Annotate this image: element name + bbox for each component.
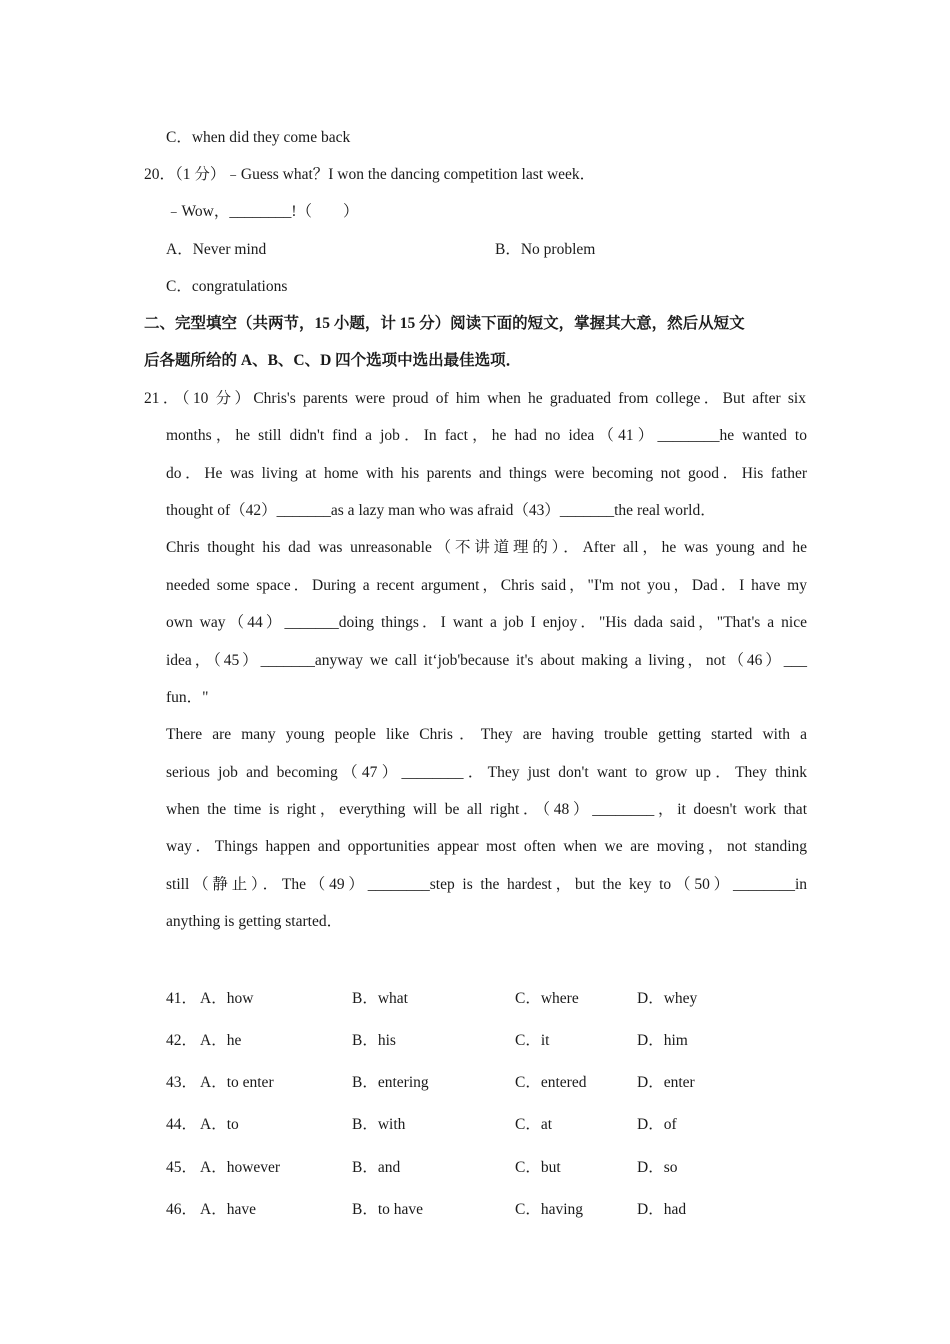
- choice-c: C．where: [515, 990, 579, 1007]
- choice-d: D．had: [637, 1201, 687, 1218]
- choice-d: D．him: [637, 1032, 688, 1049]
- choice-b: B．and: [352, 1159, 401, 1176]
- q21-line: thought of（42）_______as a lazy man who was afraid（43）_______the real world．: [166, 502, 716, 519]
- choice-a: A．to enter: [200, 1074, 274, 1091]
- choice-number: 44．: [166, 1116, 198, 1133]
- q21-line: There are many young people like Chris．They are having trouble getting started with a: [166, 726, 807, 743]
- choice-c: C．entered: [515, 1074, 587, 1091]
- q21-line: own way（44）_______doing things．I want a job I enjoy．"His dada said，"That's a nice: [166, 614, 807, 631]
- section2-header-line2: 后各题所给的 A、B、C、D 四个选项中选出最佳选项．: [144, 352, 522, 369]
- q20-option-c: C．congratulations: [166, 278, 288, 295]
- choice-number: 45．: [166, 1159, 198, 1176]
- choice-b: B．with: [352, 1116, 406, 1133]
- choice-number: 41．: [166, 990, 198, 1007]
- choice-b: B．his: [352, 1032, 396, 1049]
- choice-c: C．having: [515, 1201, 584, 1218]
- q19-option-c: C．when did they come back: [166, 129, 351, 146]
- choice-a: A．however: [200, 1159, 281, 1176]
- q21-line: 21．（10 分）Chris's parents were proud of him when he graduated from college．But after six: [144, 390, 806, 407]
- choice-d: D．enter: [637, 1074, 695, 1091]
- choice-a: A．how: [200, 990, 254, 1007]
- choice-a: A．to: [200, 1116, 239, 1133]
- choice-number: 42．: [166, 1032, 198, 1049]
- choice-c: C．at: [515, 1116, 553, 1133]
- choice-b: B．entering: [352, 1074, 429, 1091]
- choice-d: D．whey: [637, 990, 698, 1007]
- q20-option-a: A．Never mind: [166, 241, 267, 258]
- choice-b: B．to have: [352, 1201, 424, 1218]
- q21-line: do．He was living at home with his parents and things were becoming not good．His father: [166, 465, 807, 482]
- choice-a: A．have: [200, 1201, 256, 1218]
- choice-a: A．he: [200, 1032, 242, 1049]
- choice-b: B．what: [352, 990, 408, 1007]
- q21-line: Chris thought his dad was unreasonable（不讲道理的）．After all，he was young and he: [166, 539, 807, 556]
- choice-c: C．it: [515, 1032, 550, 1049]
- q21-line: fun．": [166, 689, 209, 706]
- choice-d: D．so: [637, 1159, 678, 1176]
- choice-d: D．of: [637, 1116, 677, 1133]
- q21-line: months，he still didn't find a job．In fact，he had no idea（41）________he wanted to: [166, 427, 807, 444]
- q21-line: needed some space．During a recent argument，Chris said，"I'm not you，Dad．I have my: [166, 577, 807, 594]
- choice-c: C．but: [515, 1159, 561, 1176]
- q20-response: ﹣Wow，________!（ ）: [166, 203, 359, 220]
- q21-line: still（静止）．The（49）________step is the hardest，but the key to（50）________in: [166, 876, 807, 893]
- q21-line: serious job and becoming（47）________．They just don't want to grow up．They think: [166, 764, 807, 781]
- section2-header-line1: 二、完型填空（共两节，15 小题，计 15 分）阅读下面的短文，掌握其大意，然后从短文: [144, 315, 745, 332]
- q21-line: when the time is right，everything will be all right．（48）________，it doesn't work that: [166, 801, 807, 818]
- q20-option-b: B．No problem: [495, 241, 596, 258]
- q21-line: way．Things happen and opportunities appear most often when we are moving，not standing: [166, 838, 807, 855]
- choice-number: 43．: [166, 1074, 198, 1091]
- q20-stem: 20．（1 分）﹣Guess what？I won the dancing competition last week．: [144, 166, 596, 183]
- q21-line: anything is getting started．: [166, 913, 343, 930]
- choice-number: 46．: [166, 1201, 198, 1218]
- q21-line: idea，（45）_______anyway we call it‘job'because it's about making a living，not（46）___: [166, 652, 807, 669]
